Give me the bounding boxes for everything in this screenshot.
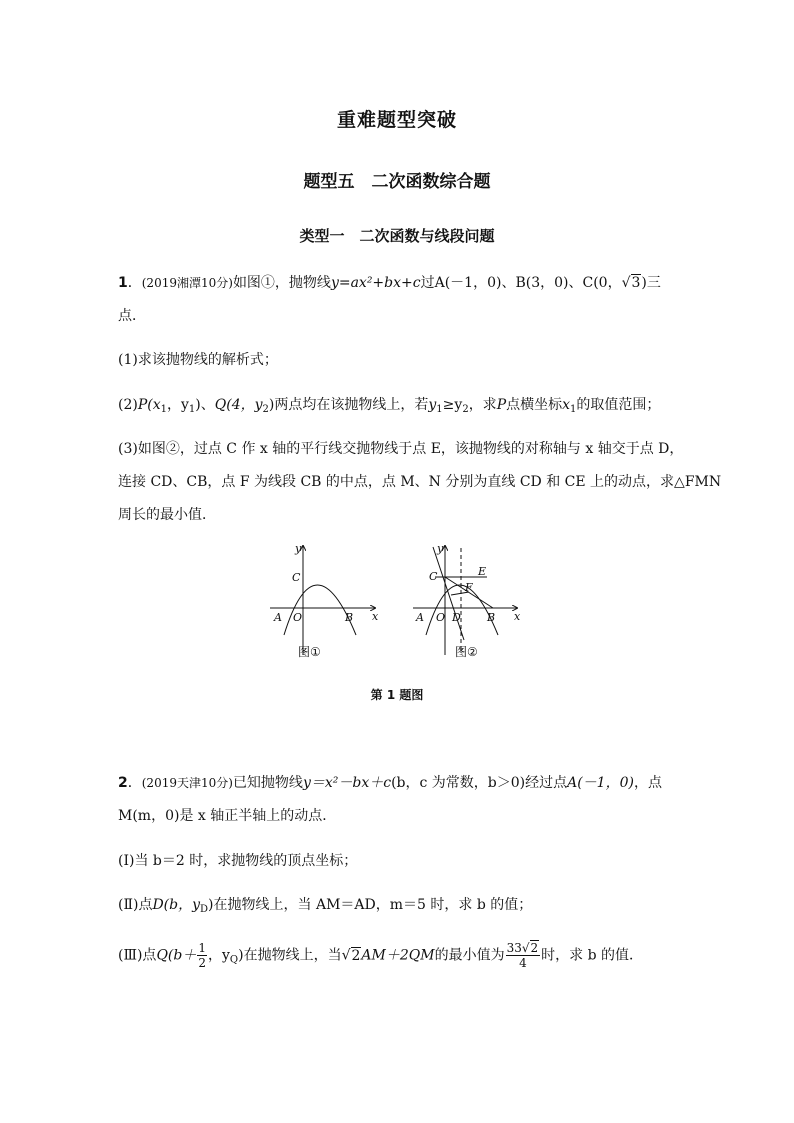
fraction-min-value: $\frac{33√2}{4}$: [506, 941, 539, 970]
q1-line2: 点．: [118, 308, 146, 324]
fig2-label-B: B: [487, 611, 496, 624]
figure-1-caption: 图①: [298, 645, 321, 659]
fig1-label-A: A: [274, 611, 282, 624]
fig2-label-F: F: [465, 581, 473, 594]
subsection-title: 类型一 二次函数与线段问题: [299, 227, 495, 245]
q1-part2: $(2)P(x_1$，$y_1$)、Q(4，$y_2$)两点均在该抛物线上，若$y_1\ge y_2$，求P点横坐标$x_1$的取值范围；: [118, 397, 661, 415]
fig1-parabola: [284, 585, 356, 635]
q1-line1: 1．(2019湘潭10分)如图①，抛物线y=ax²+bx+c过A(－1，0)、B(3，0)、C(0，√3)三: [118, 275, 661, 291]
q2-part1: (Ⅰ)当 b＝2 时，求抛物线的顶点坐标；: [118, 853, 358, 869]
q2-line1: 2．(2019天津10分)已知抛物线y＝x²－bx＋c(b，c 为常数，b＞0)经过点A(－1，0)，点: [118, 775, 662, 791]
q1-part3-line2: 连接 CD、CB，点 F 为线段 CB 的中点，点 M、N 分别为直线 CD 和 CE 上的动点，求△FMN: [118, 474, 722, 490]
figure-1: [270, 546, 375, 655]
fig1-label-y: y: [295, 542, 302, 555]
q1-part1: (1)求该抛物线的解析式；: [118, 352, 278, 368]
fig1-label-O: O: [293, 611, 303, 624]
section-title: 题型五 二次函数综合题: [303, 172, 491, 192]
fig1-label-C: C: [292, 571, 301, 584]
q1-source: (2019湘潭10分): [141, 276, 233, 290]
q2-part2: (Ⅱ)点D(b，$y_D$)在抛物线上，当 AM＝AD，m＝5 时，求 b 的值；: [118, 897, 533, 915]
q1-part3-line1: (3)如图②，过点 C 作 x 轴的平行线交抛物线于点 E，该抛物线的对称轴与 x 轴交于点 D，: [118, 441, 684, 457]
fig2-parabola: [426, 585, 498, 635]
fig2-label-y: y: [437, 542, 444, 555]
fig2-label-C: C: [429, 570, 438, 583]
q2-source: (2019天津10分): [141, 776, 233, 790]
fraction-one-half: $\frac{1}{2}$: [198, 941, 206, 970]
page-title: 重难题型突破: [336, 109, 457, 131]
figure-2-caption: 图②: [455, 645, 478, 659]
q1-part3-line3: 周长的最小值．: [118, 507, 216, 523]
fig1-label-x: x: [372, 610, 379, 623]
fig2-label-A: A: [416, 611, 424, 624]
fig1-label-B: B: [345, 611, 354, 624]
fig2-label-O: O: [436, 611, 446, 624]
q2-line2: M(m，0)是 x 轴正半轴上的动点．: [118, 808, 337, 824]
fig2-label-x: x: [514, 610, 521, 623]
figure-2: [413, 546, 517, 655]
fig2-label-D: D: [452, 611, 461, 624]
figure-caption: 第 1 题图: [370, 688, 424, 702]
q2-part3: (Ⅲ)点Q(b＋ $\frac{1}{2}$ ，$y_Q$)在抛物线上，当√2AM＋2QM的最小值为 $\frac{33√2}{4}$ 时，求 b 的值．: [118, 941, 644, 970]
fig2-label-E: E: [478, 565, 487, 578]
